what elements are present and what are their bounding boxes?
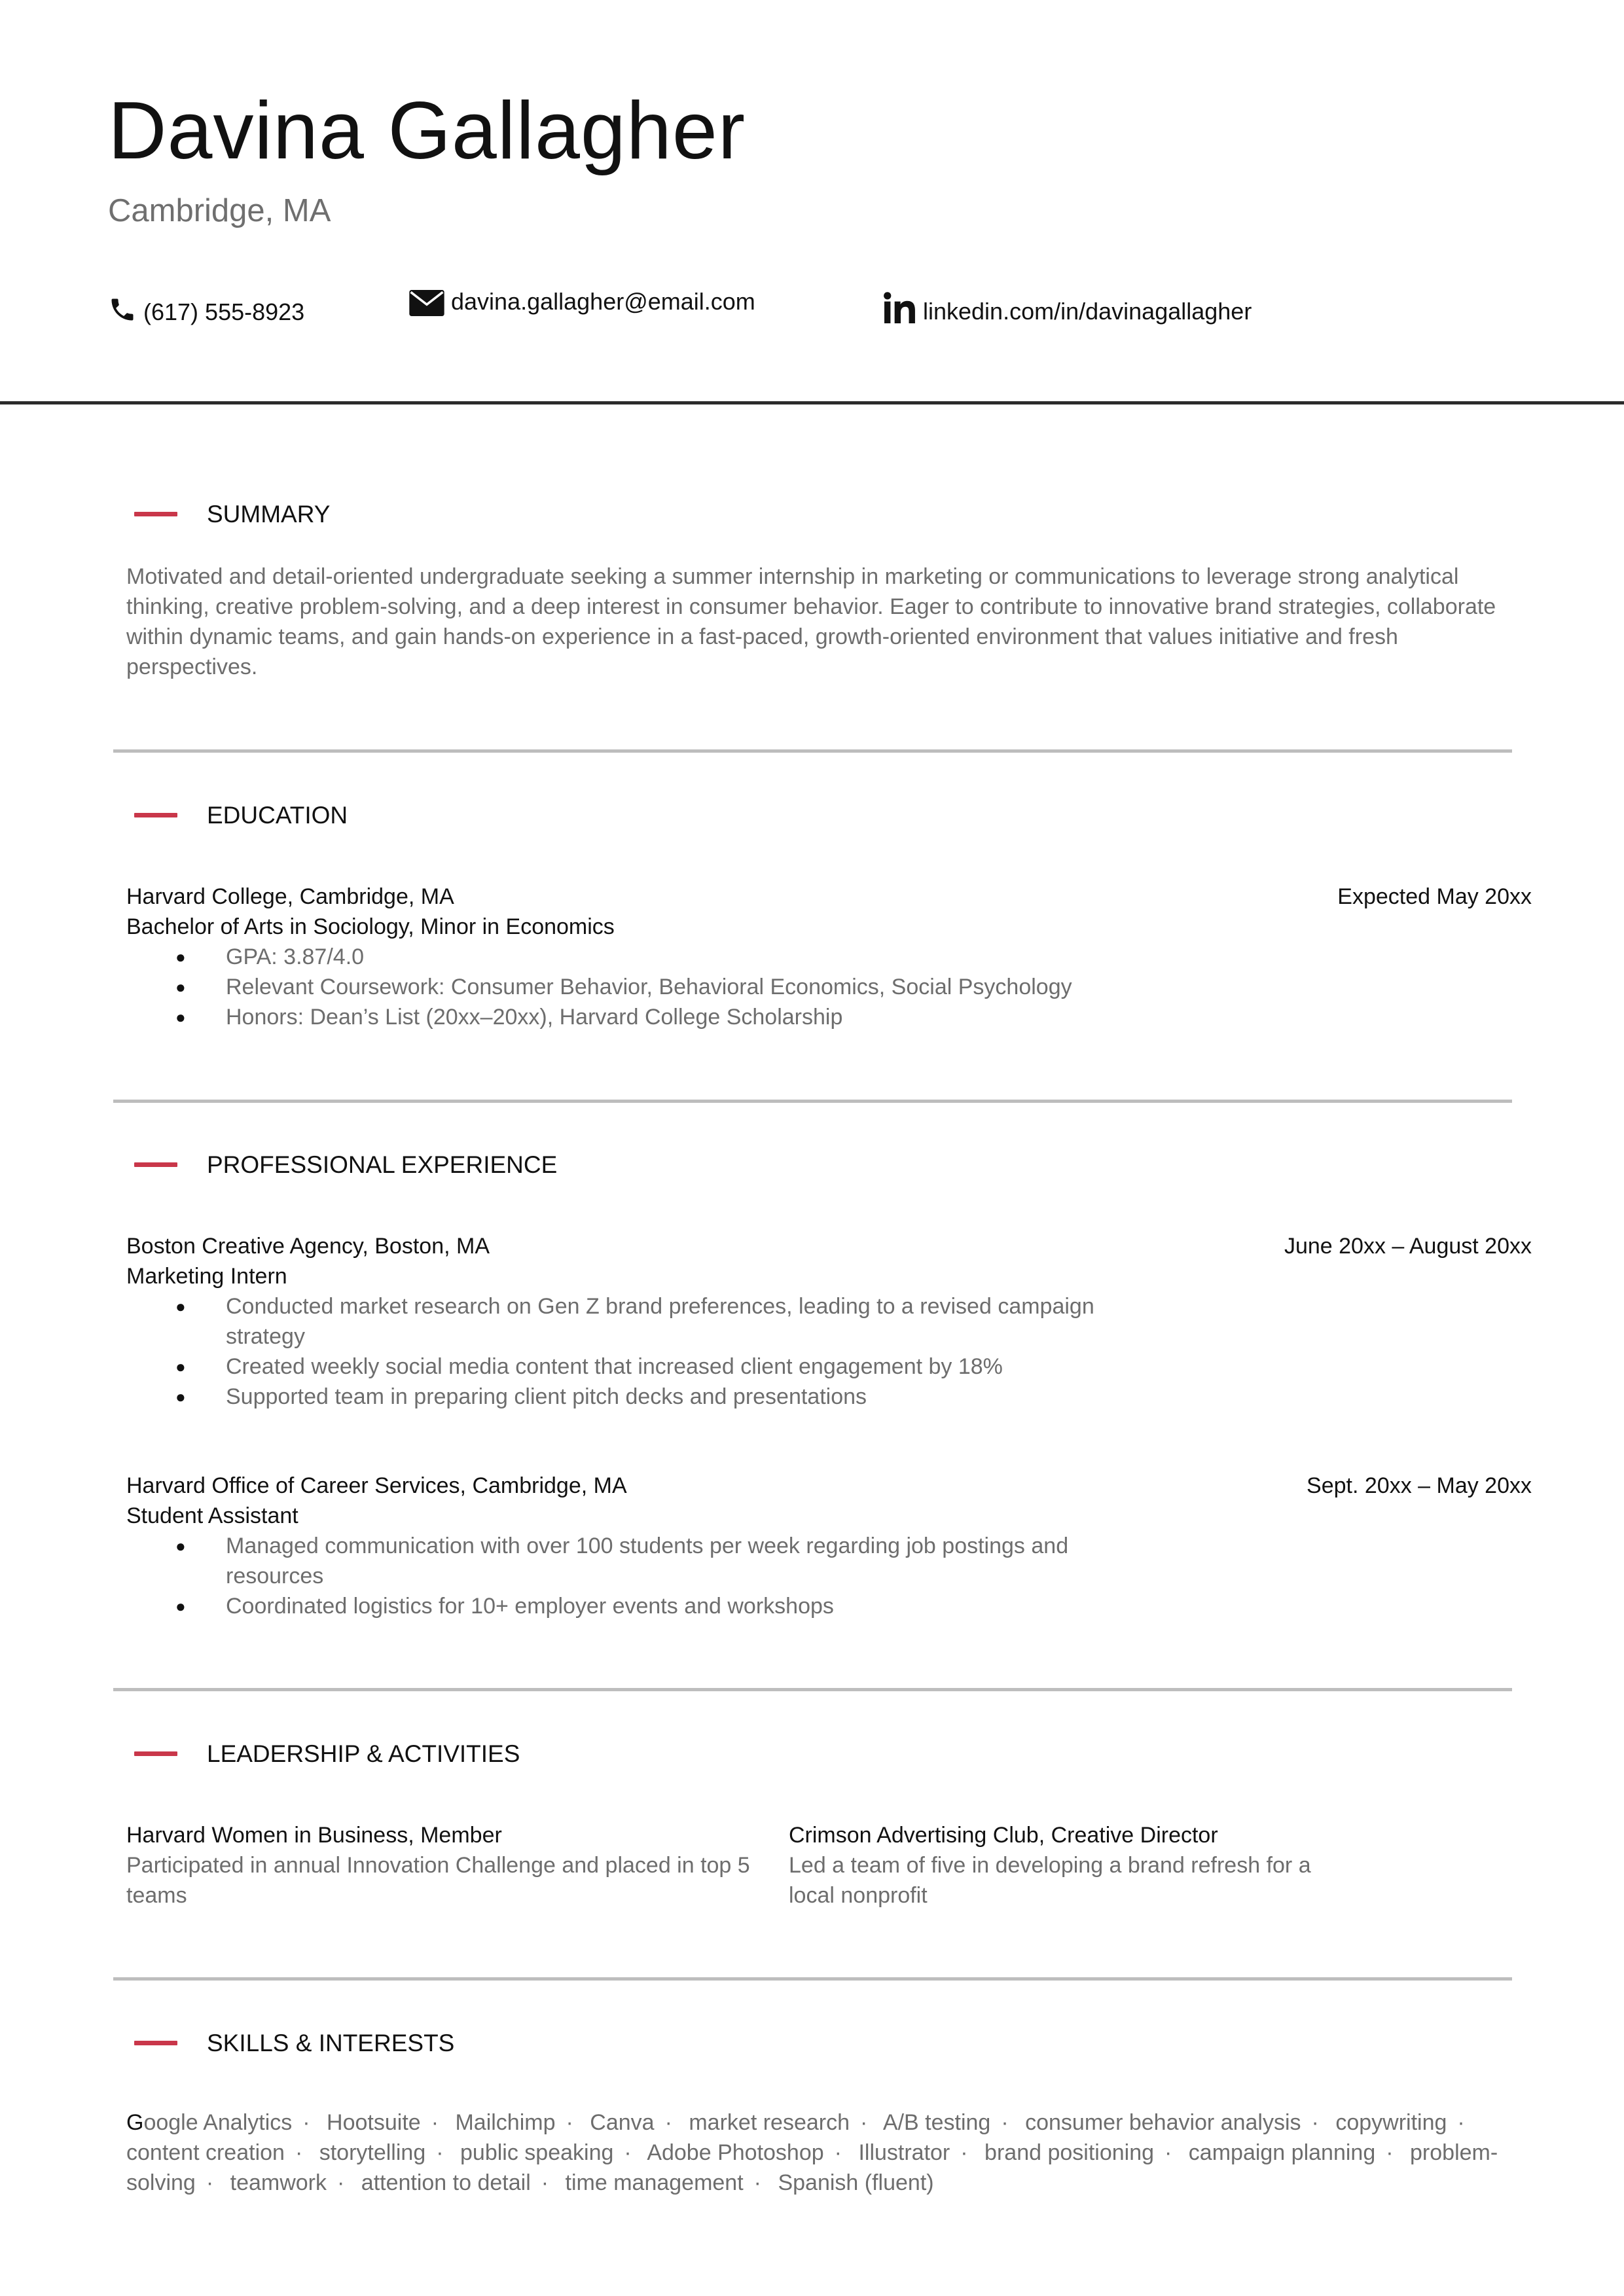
summary-title: SUMMARY (207, 501, 331, 528)
section-divider (113, 1688, 1512, 1691)
header-divider (0, 401, 1624, 404)
skill-item: problem-solving (126, 2140, 1498, 2195)
skill-item: A/B testing (882, 2110, 991, 2135)
list-item: ● Honors: Dean’s List (20xx–20xx), Harvard College Scholarship (126, 1002, 1239, 1032)
education-heading (134, 803, 348, 827)
job-bullets (126, 1291, 1121, 1412)
skill-separator: · (302, 2110, 310, 2135)
skill-separator: · (664, 2110, 672, 2135)
job-org: Boston Creative Agency, Boston, MA (126, 1234, 490, 1259)
skill-separator: · (753, 2170, 761, 2195)
section-accent-bar (134, 1751, 177, 1756)
skill-separator: · (1001, 2110, 1009, 2135)
skill-separator: · (1386, 2140, 1394, 2165)
envelope-icon (409, 290, 444, 316)
skill-separator: · (337, 2170, 345, 2195)
skill-item: storytelling (319, 2140, 426, 2165)
leadership-heading (134, 1742, 520, 1766)
skill-item: teamwork (230, 2170, 327, 2195)
skill-item: content creation (126, 2140, 285, 2165)
list-item: ● Conducted market research on Gen Z brand preferences, leading to a revised campaign strategy (126, 1291, 1121, 1352)
skill-separator: · (541, 2170, 549, 2195)
summary-heading (134, 502, 330, 526)
phone-number: (617) 555-8923 (143, 298, 305, 325)
education-degree: Bachelor of Arts in Sociology, Minor in Economics (126, 914, 615, 939)
phone-icon (108, 295, 137, 325)
skill-separator: · (860, 2110, 868, 2135)
skill-separator: · (566, 2110, 573, 2135)
skill-item: brand positioning (984, 2140, 1155, 2165)
skills-title: SKILLS & INTERESTS (207, 2030, 455, 2056)
linkedin-icon (884, 292, 916, 323)
skill-item: public speaking (460, 2140, 614, 2165)
skill-item: market research (689, 2110, 850, 2135)
section-accent-bar (134, 813, 177, 817)
skill-item: Google Analytics (126, 2110, 293, 2135)
experience-title: PROFESSIONAL EXPERIENCE (207, 1151, 558, 1178)
section-accent-bar (134, 2041, 177, 2045)
skill-separator: · (206, 2170, 214, 2195)
section-divider (113, 1100, 1512, 1103)
skill-separator: · (1164, 2140, 1172, 2165)
list-item: ● Managed communication with over 100 students per week regarding job postings and resources (126, 1531, 1121, 1591)
leadership-item (126, 1820, 761, 1910)
list-item: ● Created weekly social media content that increased client engagement by 18% (126, 1352, 1121, 1382)
job-date: June 20xx – August 20xx (1284, 1234, 1532, 1259)
skill-separator: · (431, 2110, 439, 2135)
skill-separator: · (624, 2140, 632, 2165)
skill-item: Spanish (fluent) (778, 2170, 934, 2195)
contact-phone (108, 295, 304, 325)
skill-separator: · (960, 2140, 968, 2165)
skill-item: Adobe Photoshop (647, 2140, 824, 2165)
linkedin-url: linkedin.com/in/davinagallagher (923, 298, 1252, 325)
skill-separator: · (436, 2140, 444, 2165)
list-item: ● Supported team in preparing client pitch decks and presentations (126, 1382, 1121, 1412)
section-accent-bar (134, 512, 177, 516)
job-org: Harvard Office of Career Services, Cambridge, MA (126, 1473, 627, 1498)
skill-separator: · (1311, 2110, 1319, 2135)
skill-item: Canva (590, 2110, 655, 2135)
leadership-item-heading: Harvard Women in Business, Member (126, 1823, 502, 1848)
skill-item: copywriting (1335, 2110, 1447, 2135)
section-divider (113, 749, 1512, 753)
leadership-item (789, 1820, 1345, 1910)
skill-item: campaign planning (1188, 2140, 1376, 2165)
list-item: ● Relevant Coursework: Consumer Behavior, Behavioral Economics, Social Psychology (126, 972, 1239, 1002)
skill-item: attention to detail (361, 2170, 531, 2195)
education-bullets (126, 942, 1239, 1032)
job-role: Student Assistant (126, 1503, 298, 1528)
summary-text: Motivated and detail-oriented undergraduate seeking a summer internship in marketing or communications to leverage strong analytical thinking, creative problem-solving, and a deep interest in consumer behavior. Eager to contribute to innovative brand strategies, collaborate within dynamic teams, and gain hands-on experience in a fast-paced, growth-oriented environment that values initiative and fresh perspectives. (126, 564, 1496, 679)
section-accent-bar (134, 1162, 177, 1167)
education-school: Harvard College, Cambridge, MA (126, 884, 454, 909)
skill-item: Mailchimp (455, 2110, 556, 2135)
leadership-item-text: Participated in annual Innovation Challenge and placed in top 5 teams (126, 1853, 750, 1908)
education-title: EDUCATION (207, 802, 348, 829)
skills-list (126, 2108, 1514, 2198)
section-divider (113, 1977, 1512, 1981)
contact-email (409, 290, 755, 316)
skill-item: Illustrator (858, 2140, 950, 2165)
job-role: Marketing Intern (126, 1264, 287, 1289)
contact-linkedin (884, 292, 1252, 323)
skill-separator: · (1457, 2110, 1465, 2135)
skill-separator: · (834, 2140, 842, 2165)
leadership-item-heading: Crimson Advertising Club, Creative Director (789, 1823, 1218, 1848)
candidate-name: Davina Gallagher (108, 86, 746, 176)
leadership-title: LEADERSHIP & ACTIVITIES (207, 1740, 520, 1767)
email-address: davina.gallagher@email.com (451, 288, 755, 315)
list-item: ● GPA: 3.87/4.0 (126, 942, 1239, 972)
skill-item: consumer behavior analysis (1025, 2110, 1301, 2135)
skill-item: Hootsuite (327, 2110, 421, 2135)
experience-heading (134, 1153, 557, 1177)
skills-heading (134, 2031, 454, 2055)
education-date: Expected May 20xx (1337, 884, 1532, 909)
leadership-item-text: Led a team of five in developing a brand refresh for a local nonprofit (789, 1853, 1311, 1908)
skill-separator: · (295, 2140, 303, 2165)
job-bullets (126, 1531, 1121, 1621)
skill-item: time management (565, 2170, 744, 2195)
job-date: Sept. 20xx – May 20xx (1307, 1473, 1532, 1498)
list-item: ● Coordinated logistics for 10+ employer events and workshops (126, 1591, 1121, 1621)
candidate-location: Cambridge, MA (108, 193, 331, 228)
